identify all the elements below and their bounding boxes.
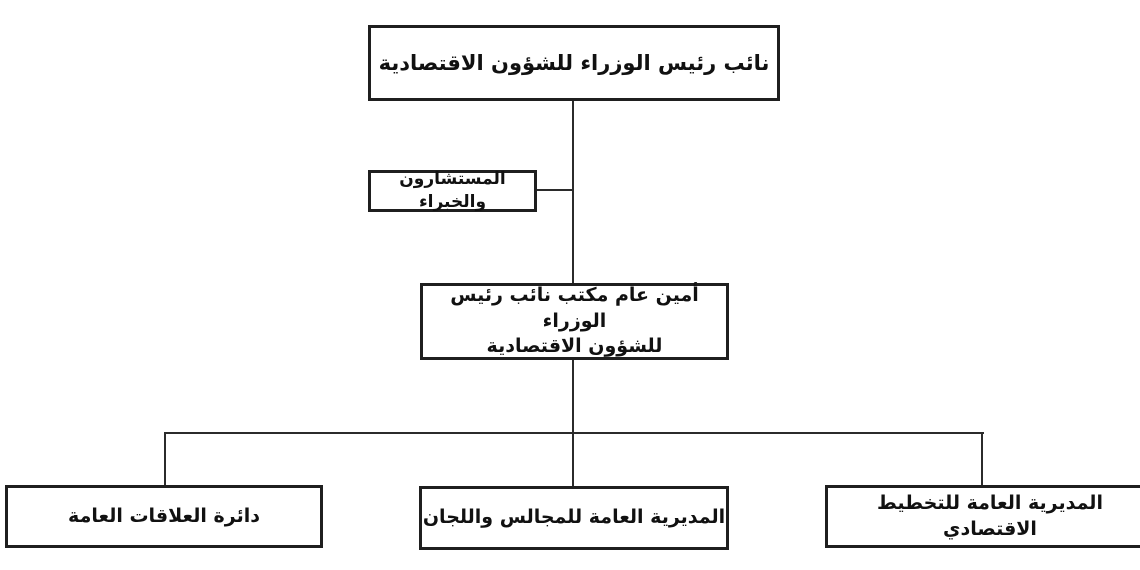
connector-drop-councils — [572, 432, 574, 488]
node-secretary-general-label-line2: للشؤون الاقتصادية — [486, 335, 663, 358]
node-secretary-general-label-line1: أمين عام مكتب نائب رئيس الوزراء — [450, 284, 699, 332]
node-councils-committees-directorate — [419, 486, 729, 550]
node-deputy-prime-minister — [368, 25, 780, 101]
node-advisors-experts — [368, 170, 537, 212]
connector-drop-public-relations — [164, 432, 166, 487]
node-economic-planning-directorate-label: المديرية العامة للتخطيط الاقتصادي — [877, 491, 1103, 540]
node-councils-committees-directorate-label: المديرية العامة للمجالس واللجان — [422, 506, 726, 529]
node-public-relations-department — [5, 485, 323, 548]
node-public-relations-department-label: دائرة العلاقات العامة — [68, 504, 260, 527]
connector-drop-econ-planning — [981, 432, 983, 487]
node-economic-planning-directorate — [825, 485, 1140, 548]
node-deputy-prime-minister-label: نائب رئيس الوزراء للشؤون الاقتصادية — [378, 50, 770, 75]
node-advisors-experts-label: المستشارون والخبراء — [399, 169, 506, 212]
connector-deputy-to-secretary — [572, 101, 574, 283]
connector-advisors-branch — [535, 189, 573, 191]
node-secretary-general — [420, 283, 729, 360]
connector-horizontal-bus — [164, 432, 984, 434]
connector-secretary-to-bus — [572, 358, 574, 434]
